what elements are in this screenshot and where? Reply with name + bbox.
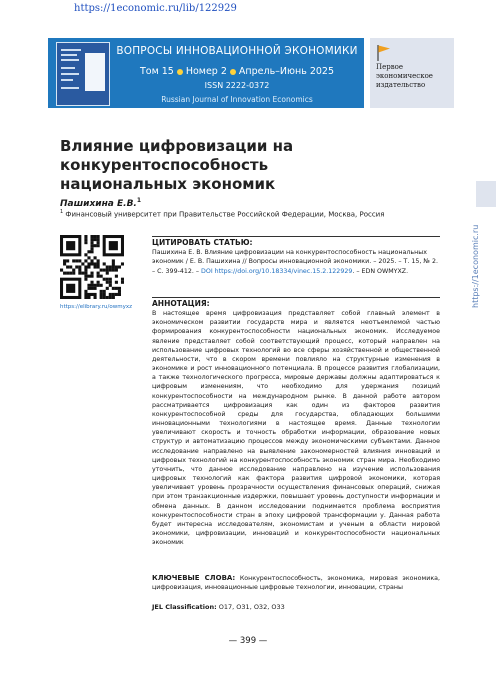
side-url-text[interactable]: https://1economic.ru [471, 224, 480, 308]
period-label: Апрель–Июнь 2025 [238, 66, 335, 77]
separator-dot-icon [230, 69, 236, 75]
citation-edn: . – EDN OWMYXZ. [352, 267, 409, 275]
abstract-text: В настоящее время цифровизация представляет собой главный элемент в экономическом развитии государств мира и является неотъемлемой частью формирования конкурентоспособности национальных экономик. Исследуемое явление представляет собой соответствующий процесс, который направлен на использование цифровых технологий во все сферы хозяйственной и общественной деятельности, что в скором времени повлияло на структурные изменения в экономике и рост инновационного потенциала. В процессе развития глобализации, а также технологического прогресса, мировые державы должны адаптироваться к цифровым изменениям, что необходимо для удержания позиций конкурентоспособности на международном рынке. В данной работе автором рассматривается цифровизация как один из факторов развития конкурентоспособной среды для государства, обладающих большими инновационными технологиями в настоящее время. Данные технологии увеличивают скорость и точность обработки информации, образование новых структур и автоматизацию процессов между экономическими субъектами. Данное исследование направлено на выявление закономерностей влияния инноваций и цифровых технологий на конкурентоспособность экономик стран мира. Необходимо уточнить, что данное исследование направлено на изучение использования цифровых технологий как фактора развития цифровой экономики, которая увеличивает уровень прозрачности осуществления финансовых операций, снижая при этом транзакционные издержки, повышает уровень доступности информации и обмена данных. В данном исследовании поднимается проблема восприятия конкурентоспособности стран в эпоху цифровой трансформации у. Данная работа будет интересна исследователям, экономистам и ученым в области мировой экономики, цифровизации, инноваций и конкурентоспособности национальных экономик [152, 310, 440, 547]
author-name [60, 197, 141, 209]
volume-label: Том 15 [139, 66, 174, 77]
abstract-divider [152, 297, 440, 298]
citation-divider [152, 236, 440, 237]
top-url-link[interactable]: https://1economic.ru/lib/122929 [74, 3, 237, 14]
author-superscript: 1 [136, 197, 142, 204]
citation-body: Пашихина Е. В. Влияние цифровизации на конкурентоспособность национальных экономик / Е. В. Пашихина // Вопросы инновационной экономики. – 2025. – Т. 15, № 2. – С. 399-412. – [152, 249, 438, 275]
author-affiliation [60, 209, 384, 218]
abstract-heading: АННОТАЦИЯ: [152, 299, 210, 308]
jel-heading: JEL Classification: [152, 603, 217, 611]
side-url-link[interactable] [471, 218, 483, 308]
affiliation-superscript: 1 [60, 209, 64, 215]
separator-dot-icon [177, 69, 183, 75]
article-title: Влияние цифровизации на конкурентоспособность национальных экономик [60, 137, 294, 193]
issue-label: Номер 2 [185, 66, 227, 77]
keywords-heading: КЛЮЧЕВЫЕ СЛОВА: [152, 574, 236, 582]
affiliation-text: Финансовый университет при Правительстве Российской Федерации, Москва, Россия [65, 210, 385, 219]
jel-codes: O17, O31, O32, O33 [218, 603, 285, 611]
jel-classification [152, 603, 440, 611]
page-number: — 399 — [228, 636, 268, 646]
qr-url-link[interactable]: https://elibrary.ru/owmyxz [60, 304, 132, 310]
side-tab-marker [476, 181, 496, 207]
publisher-name: Первое экономическое издательство [376, 63, 433, 89]
journal-cover-thumbnail [56, 42, 110, 106]
issue-line [112, 66, 362, 77]
citation-text [152, 248, 440, 276]
citation-doi-link[interactable]: DOI https://doi.org/10.18334/vinec.15.2.122929 [201, 267, 353, 275]
citation-heading: ЦИТИРОВАТЬ СТАТЬЮ: [152, 238, 253, 247]
keywords [152, 574, 440, 593]
qr-code[interactable] [60, 235, 124, 299]
author-name-text: Пашихина Е.В. [60, 199, 137, 209]
issn-label: ISSN 2222-0372 [204, 81, 270, 90]
journal-subtitle: Russian Journal of Innovation Economics [161, 95, 313, 104]
keywords-text: Конкурентоспособность, экономика, мировая экономика, цифровизация, инновационные цифровые технологии, инновации, страны [152, 575, 441, 592]
journal-title: ВОПРОСЫ ИННОВАЦИОННОЙ ЭКОНОМИКИ [116, 45, 358, 57]
flag-icon [376, 44, 392, 62]
